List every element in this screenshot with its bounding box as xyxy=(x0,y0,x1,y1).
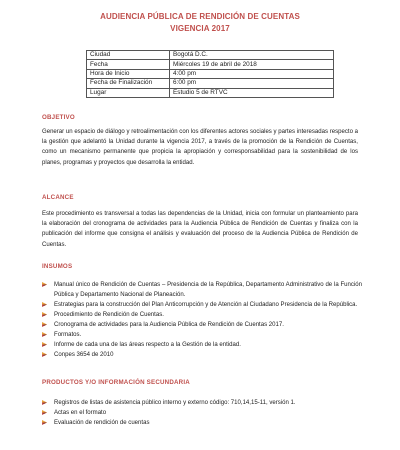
list-item: Procedimiento de Rendición de Cuentas. xyxy=(42,310,362,320)
list-item: Actas en el formato xyxy=(42,408,362,418)
bullet-icon xyxy=(42,322,47,327)
list-item: Evaluación de rendición de cuentas xyxy=(42,418,362,428)
list-item: Registros de listas de asistencia público interno y externo código: 710,14,15-11, versión 1. xyxy=(42,398,362,408)
bullet-icon xyxy=(42,312,47,317)
bullet-icon xyxy=(42,302,47,307)
info-value-end-time: 6:00 pm xyxy=(170,79,334,88)
info-value-date: Miércoles 19 de abril de 2018 xyxy=(170,60,334,69)
info-label-start-time: Hora de Inicio xyxy=(87,69,170,78)
insumos-list xyxy=(42,280,362,360)
productos-list xyxy=(42,398,362,428)
table-row xyxy=(87,79,334,88)
bullet-icon xyxy=(42,420,47,425)
table-row xyxy=(87,88,334,97)
info-label-city: Ciudad xyxy=(87,51,170,60)
info-label-end-time: Fecha de Finalización xyxy=(87,79,170,88)
document-title: AUDIENCIA PÚBLICA DE RENDICIÓN DE CUENTAS xyxy=(100,12,300,21)
bullet-icon xyxy=(42,332,47,337)
document-subtitle: VIGENCIA 2017 xyxy=(170,24,230,33)
info-value-start-time: 4:00 pm xyxy=(170,69,334,78)
productos-heading: PRODUCTOS Y/O INFORMACIÓN SECUNDARIA xyxy=(42,379,190,386)
list-item: Conpes 3654 de 2010 xyxy=(42,350,362,360)
bullet-icon xyxy=(42,352,47,357)
info-label-date: Fecha xyxy=(87,60,170,69)
list-item: Cronograma de actividades para la Audiencia Pública de Rendición de Cuentas 2017. xyxy=(42,320,362,330)
list-item: Informe de cada una de las áreas respecto a la Gestión de la entidad. xyxy=(42,340,362,350)
bullet-icon xyxy=(42,342,47,347)
list-item: Manual único de Rendición de Cuentas – Presidencia de la República, Departamento Administrativo de la Función Pública y Departamento Nacional de Planeación. xyxy=(42,280,362,300)
list-item: Estrategias para la construcción del Plan Anticorrupción y de Atención al Ciudadano Presidencia de la República. xyxy=(42,300,362,310)
table-row xyxy=(87,60,334,69)
info-value-city: Bogotá D.C. xyxy=(170,51,334,60)
list-item: Formatos. xyxy=(42,330,362,340)
objetivo-text: Generar un espacio de diálogo y retroalimentación con los diferentes actores sociales y partes interesadas respecto a la gestión que adelantó la Unidad durante la vigencia 2017, a través de la promoción de la Rendición de Cuentas, como un mecanismo permanente que propicia la apropiación y corresponsabilidad para la sostenibilidad de los planes, programas y proyectos que desarrolla la entidad. xyxy=(42,129,358,166)
table-row xyxy=(87,69,334,78)
insumos-heading: INSUMOS xyxy=(42,263,73,270)
bullet-icon xyxy=(42,282,47,287)
bullet-icon xyxy=(42,400,47,405)
objetivo-heading: OBJETIVO xyxy=(42,114,75,121)
alcance-text: Este procedimiento es transversal a todas las dependencias de la Unidad, inicia con formular un planteamiento para la elaboración del cronograma de actividades para la Audiencia Pública de Rendición de Cuentas y finaliza con la publicación del informe que consigna el análisis y evaluación del proceso de la Audiencia Pública de Rendición de Cuentas. xyxy=(42,211,358,248)
event-info-table xyxy=(86,50,334,98)
info-label-place: Lugar xyxy=(87,88,170,97)
info-value-place: Estudio 5 de RTVC xyxy=(170,88,334,97)
alcance-heading: ALCANCE xyxy=(42,194,74,201)
bullet-icon xyxy=(42,410,47,415)
table-row xyxy=(87,51,334,60)
